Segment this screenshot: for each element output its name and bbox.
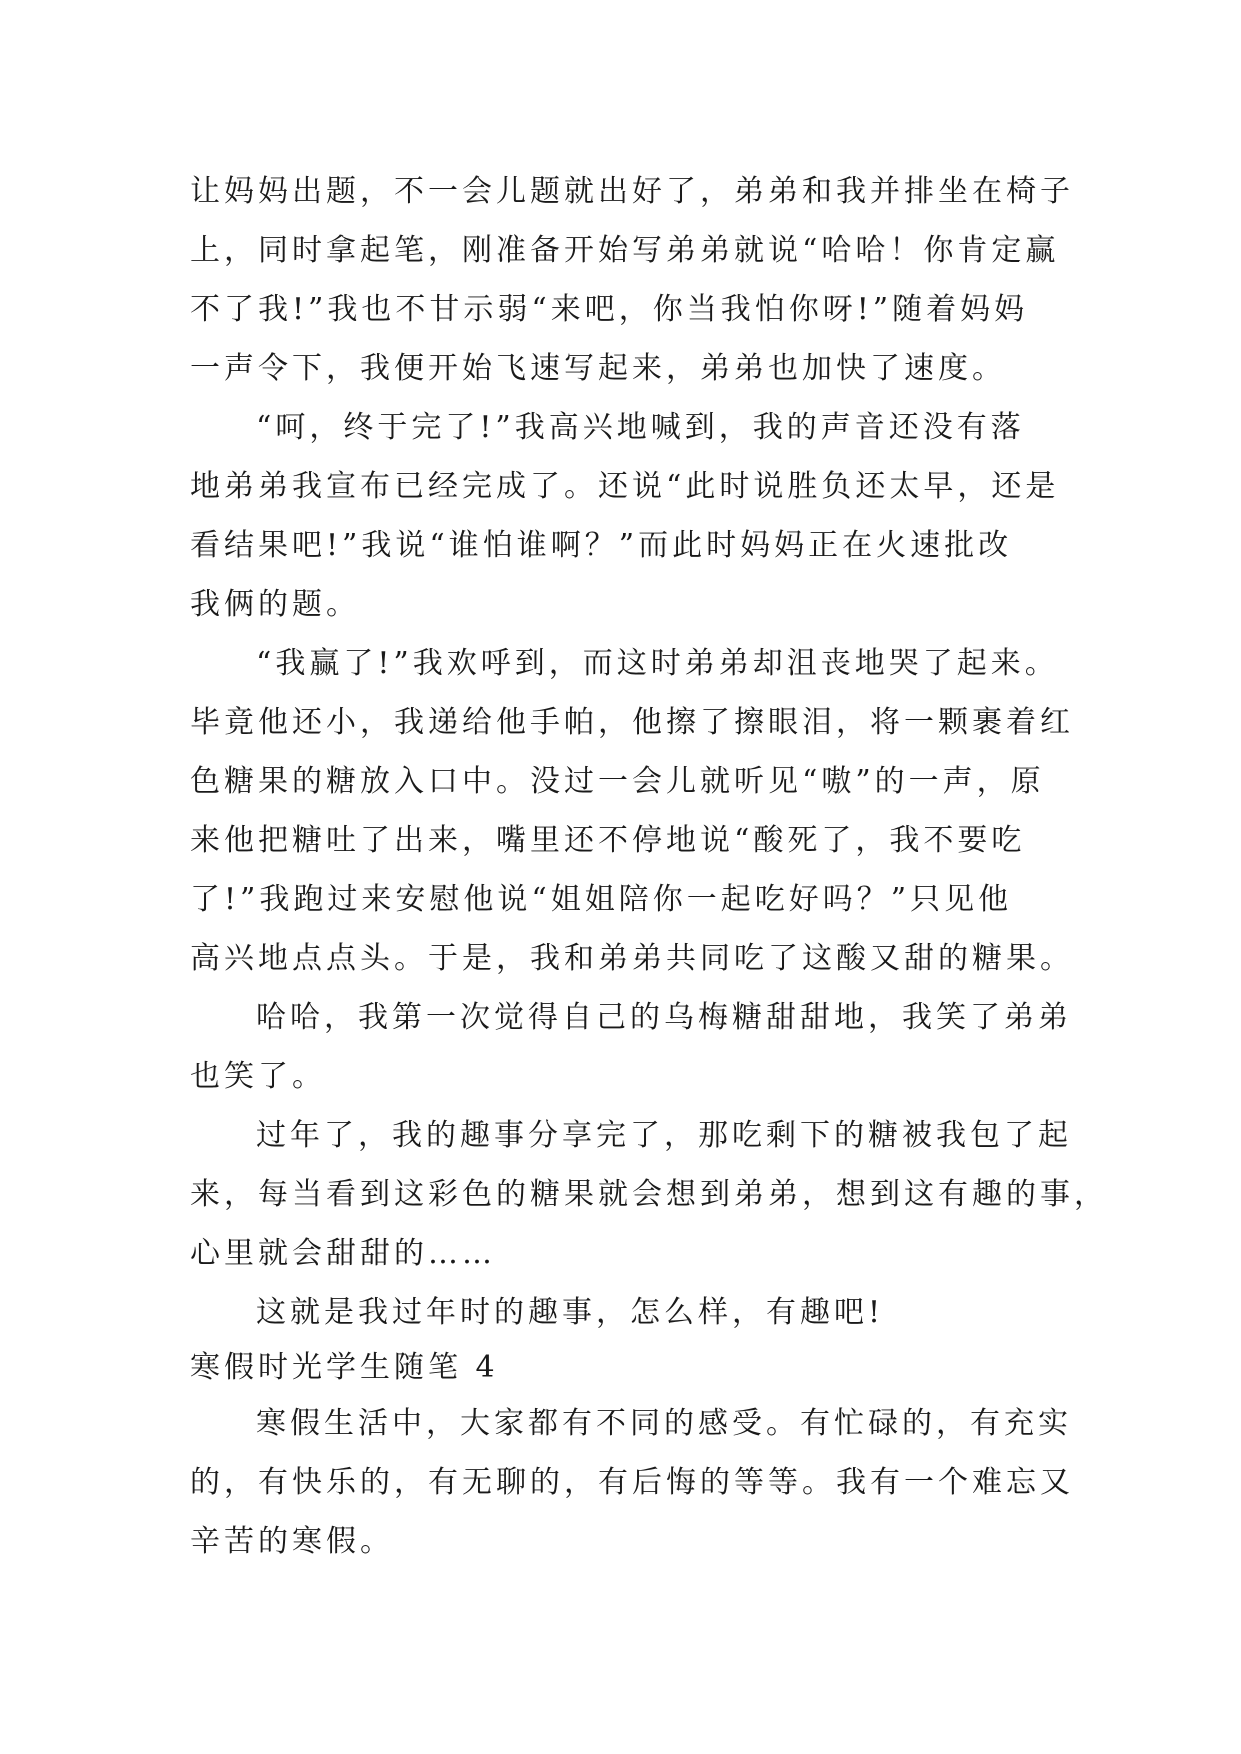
text-line: 来，每当看到这彩色的糖果就会想到弟弟，想到这有趣的事， [190, 1177, 1108, 1212]
text-line: 来他把糖吐了出来，嘴里还不停地说“酸死了，我不要吃 [190, 823, 1026, 858]
text-line: 地弟弟我宣布已经完成了。还说“此时说胜负还太早，还是 [190, 469, 1060, 504]
text-line: 不了我!”我也不甘示弱“来吧，你当我怕你呀!”随着妈妈 [190, 292, 1029, 327]
text-line: 也笑了。 [190, 1059, 326, 1094]
paragraph-start-line: 寒假生活中，大家都有不同的感受。有忙碌的，有充实 [256, 1406, 1072, 1441]
paragraph-start-line: “呵，终于完了!”我高兴地喊到，我的声音还没有落 [256, 410, 1025, 445]
document-body [190, 162, 1108, 1571]
section-heading: 寒假时光学生随笔 4 [190, 1350, 499, 1385]
text-line: 我俩的题。 [190, 587, 360, 622]
paragraph-start-line: 过年了，我的趣事分享完了，那吃剩下的糖被我包了起 [256, 1118, 1072, 1153]
text-line: 让妈妈出题，不一会儿题就出好了，弟弟和我并排坐在椅子 [190, 174, 1074, 209]
text-line: 毕竟他还小，我递给他手帕，他擦了擦眼泪，将一颗裹着红 [190, 705, 1074, 740]
text-line: 了!”我跑过来安慰他说“姐姐陪你一起吃好吗？”只见他 [190, 882, 1013, 917]
text-line: 高兴地点点头。于是，我和弟弟共同吃了这酸又甜的糖果。 [190, 941, 1074, 976]
text-line: 的，有快乐的，有无聊的，有后悔的等等。我有一个难忘又 [190, 1465, 1074, 1500]
text-line: 色糖果的糖放入口中。没过一会儿就听见“嗷”的一声，原 [190, 764, 1045, 799]
text-line: 看结果吧!”我说“谁怕谁啊？”而此时妈妈正在火速批改 [190, 528, 1013, 563]
text-line: 一声令下，我便开始飞速写起来，弟弟也加快了速度。 [190, 351, 1006, 386]
text-line: 心里就会甜甜的…… [190, 1236, 496, 1271]
paragraph-start-line: 这就是我过年时的趣事，怎么样，有趣吧! [256, 1295, 885, 1330]
text-line: 上，同时拿起笔，刚准备开始写弟弟就说“哈哈！你肯定赢 [190, 233, 1060, 268]
paragraph-start-line: 哈哈，我第一次觉得自己的乌梅糖甜甜地，我笑了弟弟 [256, 1000, 1072, 1035]
paragraph-start-line: “我赢了!”我欢呼到，而这时弟弟却沮丧地哭了起来。 [256, 646, 1059, 681]
text-line: 辛苦的寒假。 [190, 1524, 394, 1559]
